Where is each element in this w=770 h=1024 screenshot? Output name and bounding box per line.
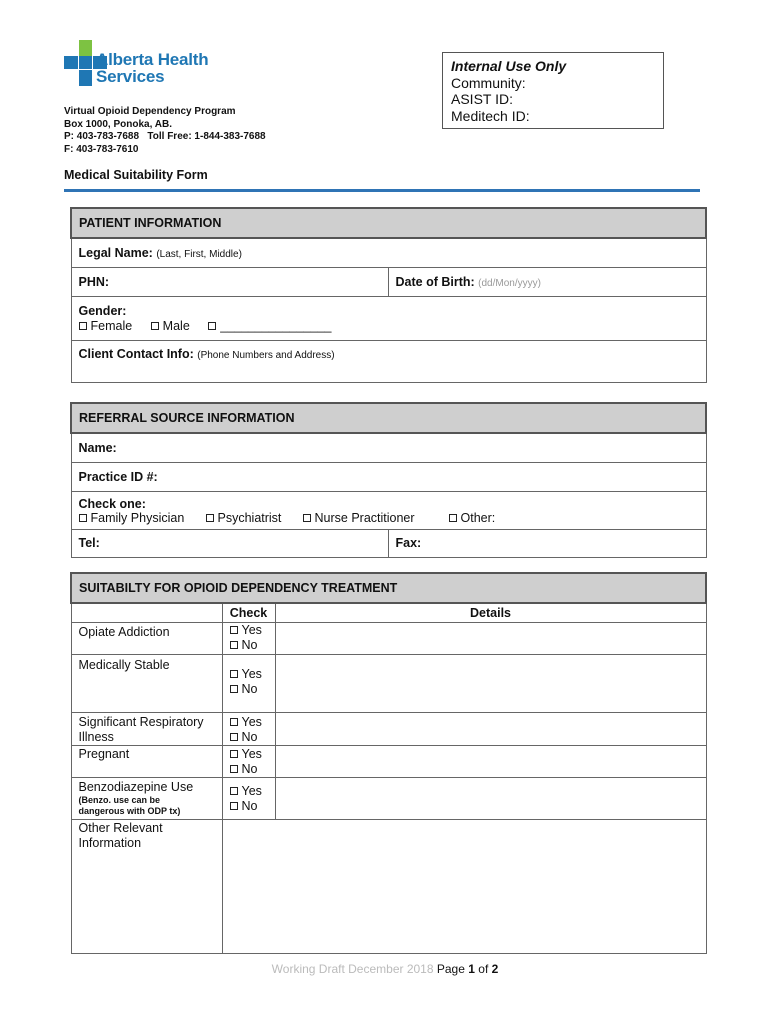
dob-label: Date of Birth:	[395, 274, 475, 289]
benzo-check	[222, 777, 275, 819]
logo-cross-center	[79, 56, 92, 69]
respiratory-details[interactable]	[275, 712, 706, 745]
checkbox-icon[interactable]	[230, 733, 238, 741]
option-nurse-practitioner[interactable]: Nurse Practitioner	[303, 511, 415, 525]
other-info-label	[71, 819, 222, 953]
logo-cross-bottom	[79, 70, 92, 86]
respiratory-check	[222, 712, 275, 745]
benzo-details[interactable]	[275, 777, 706, 819]
checkbox-icon[interactable]	[206, 514, 214, 522]
gender-label: Gender:	[78, 303, 127, 318]
checkbox-icon[interactable]	[208, 322, 216, 330]
respiratory-label-1: Significant Respiratory	[78, 714, 204, 729]
practice-id-label: Practice ID #:	[78, 469, 158, 484]
checkbox-icon[interactable]	[79, 322, 87, 330]
benzo-no[interactable]: No	[230, 799, 268, 814]
checkbox-icon[interactable]	[230, 641, 238, 649]
gender-option-female[interactable]: Female	[79, 319, 133, 333]
tel-label: Tel:	[78, 536, 100, 550]
dob-field[interactable]	[388, 267, 706, 296]
suitability-table	[70, 572, 707, 954]
gender-option-other[interactable]: ________________	[208, 319, 331, 333]
pregnant-details[interactable]	[275, 745, 706, 777]
respiratory-yes[interactable]: Yes	[230, 715, 268, 730]
respiratory-label-2: Illness	[78, 729, 114, 744]
client-contact-label: Client Contact Info:	[78, 346, 194, 361]
tel-field[interactable]	[71, 529, 388, 557]
medically-stable-label: Medically Stable	[71, 654, 222, 712]
checkbox-icon[interactable]	[230, 765, 238, 773]
client-contact-field[interactable]	[71, 340, 706, 382]
benzo-label: Benzodiazepine Use	[78, 779, 194, 794]
legal-name-field[interactable]	[71, 238, 706, 267]
referral-name-label: Name:	[78, 440, 117, 455]
benzo-note-2: dangerous with ODP tx)	[78, 805, 181, 816]
checkbox-icon[interactable]	[230, 802, 238, 810]
fax-field[interactable]	[388, 529, 706, 557]
program-name: Virtual Opioid Dependency Program	[64, 106, 236, 117]
internal-use-box	[442, 52, 664, 129]
meditech-id-field[interactable]: Meditech ID:	[451, 107, 530, 124]
other-info-details[interactable]	[222, 819, 706, 953]
respiratory-label	[71, 712, 222, 745]
checkbox-icon[interactable]	[230, 670, 238, 678]
logo-cross-left	[64, 56, 78, 69]
page-total: 2	[491, 962, 499, 976]
referral-name-field[interactable]	[71, 433, 706, 462]
opiate-yes[interactable]: Yes	[230, 623, 268, 638]
referral-source-table	[70, 402, 707, 558]
checkbox-icon[interactable]	[230, 685, 238, 693]
page-word: Page	[436, 962, 465, 976]
other-info-label-2: Information	[78, 835, 142, 850]
program-address	[64, 106, 266, 156]
form-title: Medical Suitability Form	[64, 168, 208, 182]
option-other[interactable]: Other:	[449, 511, 496, 525]
pregnant-yes[interactable]: Yes	[230, 747, 268, 762]
of-word: of	[478, 962, 489, 976]
community-field[interactable]: Community:	[451, 74, 526, 91]
page-footer	[0, 962, 770, 976]
benzo-note	[79, 795, 215, 817]
phn-field[interactable]	[71, 267, 388, 296]
pregnant-label: Pregnant	[71, 745, 222, 777]
legal-name-hint: (Last, First, Middle)	[156, 248, 242, 260]
benzo-yes[interactable]: Yes	[230, 784, 268, 799]
logo-line-2: Services	[96, 67, 165, 86]
pregnant-check	[222, 745, 275, 777]
opiate-details[interactable]	[275, 622, 706, 654]
logo-text	[96, 51, 208, 85]
legal-name-label: Legal Name:	[78, 245, 153, 260]
draft-label: Working Draft December 2018	[271, 962, 434, 976]
phn-label: PHN:	[78, 274, 110, 289]
gender-option-male[interactable]: Male	[151, 319, 190, 333]
respiratory-no[interactable]: No	[230, 730, 268, 745]
fax-label: Fax:	[395, 536, 422, 550]
opiate-check	[222, 622, 275, 654]
patient-info-header: PATIENT INFORMATION	[71, 208, 706, 238]
asist-id-field[interactable]: ASIST ID:	[451, 91, 513, 107]
suitability-header: SUITABILTY FOR OPIOID DEPENDENCY TREATMENT	[71, 573, 706, 603]
check-one-field	[71, 491, 706, 529]
option-psychiatrist[interactable]: Psychiatrist	[206, 511, 282, 525]
title-rule	[64, 189, 700, 192]
checkbox-icon[interactable]	[79, 514, 87, 522]
logo-line-1: Alberta Health	[96, 50, 209, 69]
opiate-addiction-label: Opiate Addiction	[71, 622, 222, 654]
stable-check	[222, 654, 275, 712]
stable-details[interactable]	[275, 654, 706, 712]
checkbox-icon[interactable]	[230, 787, 238, 795]
page-number: 1	[468, 962, 475, 976]
option-family-physician[interactable]: Family Physician	[79, 511, 185, 525]
client-contact-hint: (Phone Numbers and Address)	[197, 349, 335, 361]
internal-use-title: Internal Use Only	[451, 58, 567, 74]
check-column-header: Check	[222, 603, 275, 622]
opiate-no[interactable]: No	[230, 638, 268, 653]
patient-info-table	[70, 207, 707, 383]
benzo-note-1: (Benzo. use can be	[78, 794, 161, 805]
practice-id-field[interactable]	[71, 462, 706, 491]
program-phone: P: 403-783-7688 Toll Free: 1-844-383-7688	[64, 131, 266, 142]
stable-yes[interactable]: Yes	[230, 667, 268, 682]
checkbox-icon[interactable]	[449, 514, 457, 522]
benzo-label-cell	[71, 777, 222, 819]
dob-hint: (dd/Mon/yyyy)	[478, 277, 541, 289]
referral-source-header: REFERRAL SOURCE INFORMATION	[71, 403, 706, 433]
checkbox-icon[interactable]	[230, 626, 238, 634]
stable-no[interactable]: No	[230, 682, 268, 697]
gender-field	[71, 296, 706, 340]
checkbox-icon[interactable]	[230, 750, 238, 758]
checkbox-icon[interactable]	[303, 514, 311, 522]
blank-header-cell	[71, 603, 222, 622]
pregnant-no[interactable]: No	[230, 762, 268, 777]
program-box: Box 1000, Ponoka, AB.	[64, 118, 172, 130]
other-info-label-1: Other Relevant	[78, 820, 163, 835]
program-fax: F: 403-783-7610	[64, 143, 139, 155]
details-column-header: Details	[275, 603, 706, 622]
checkbox-icon[interactable]	[230, 718, 238, 726]
checkbox-icon[interactable]	[151, 322, 159, 330]
check-one-label: Check one:	[78, 496, 146, 511]
